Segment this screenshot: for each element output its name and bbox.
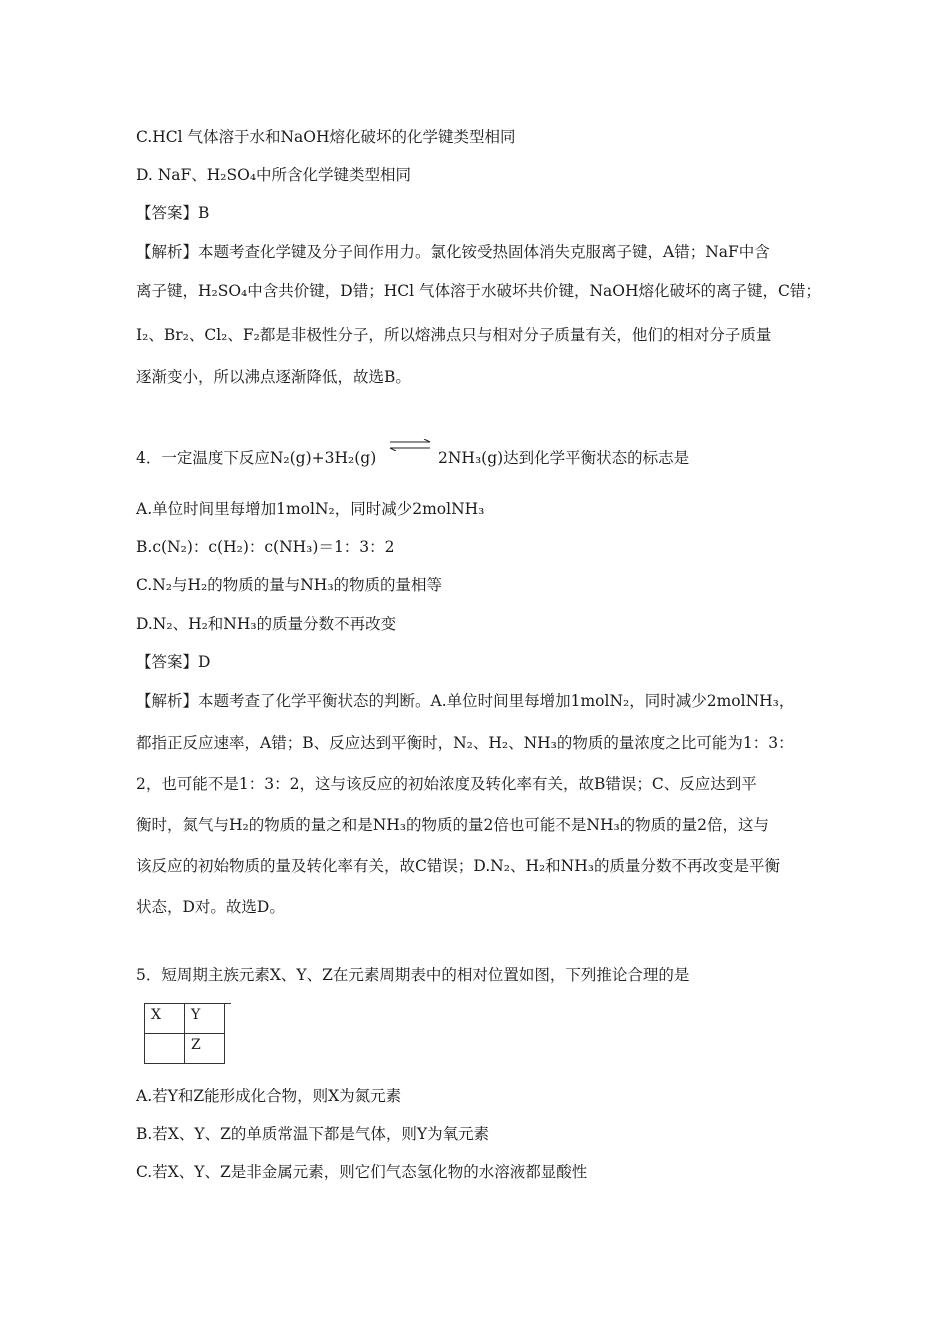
answer: 【答案】B	[136, 204, 210, 222]
option-c: C.HCl 气体溶于水和NaOH熔化破坏的化学键类型相同	[136, 128, 516, 146]
analysis-line: 【解析】本题考查了化学平衡状态的判断。A.单位时间里每增加1molN₂，同时减少2molNH₃，	[136, 692, 795, 710]
analysis-line: 状态，D对。故选D。	[136, 898, 285, 916]
analysis-line: 逐渐变小，所以沸点逐渐降低，故选B。	[136, 368, 411, 386]
periodic-position-table	[144, 1003, 231, 1064]
analysis-line: I₂、Br₂、Cl₂、F₂都是非极性分子，所以熔沸点只与相对分子质量有关，他们的相对分子质量	[136, 326, 772, 344]
option-c: C.N₂与H₂的物质的量与NH₃的物质的量相等	[136, 576, 443, 594]
option-d: D. NaF、H₂SO₄中所含化学键类型相同	[136, 166, 412, 184]
analysis-line: 【解析】本题考查化学键及分子间作用力。氯化铵受热固体消失克服离子键，A错；NaF中含	[136, 243, 770, 261]
table-cell-empty	[145, 1034, 185, 1064]
table-edge	[225, 1004, 231, 1034]
table-edge	[225, 1034, 231, 1064]
question-4-right: 2NH₃(g)达到化学平衡状态的标志是	[438, 449, 690, 467]
option-a: A.单位时间里每增加1molN₂，同时减少2molNH₃	[136, 500, 485, 518]
option-d: D.N₂、H₂和NH₃的质量分数不再改变	[136, 615, 397, 633]
equilibrium-arrow-icon	[388, 439, 432, 451]
analysis-line: 都指正反应速率，A错；B、反应达到平衡时，N₂、H₂、NH₃的物质的量浓度之比可能为1：3：	[136, 734, 794, 752]
analysis-line: 离子键，H₂SO₄中含共价键，D错；HCl 气体溶于水破坏共价键，NaOH熔化破坏的离子键，C错；	[136, 282, 821, 300]
answer: 【答案】D	[136, 653, 211, 671]
option-c: C.若X、Y、Z是非金属元素，则它们气态氢化物的水溶液都显酸性	[136, 1163, 588, 1181]
table-cell-z: Z	[185, 1034, 225, 1064]
table-cell-x: X	[145, 1004, 185, 1034]
analysis-line: 该反应的初始物质的量及转化率有关，故C错误；D.N₂、H₂和NH₃的质量分数不再改变是平衡	[136, 857, 780, 875]
analysis-line: 衡时，氮气与H₂的物质的量之和是NH₃的物质的量2倍也可能不是NH₃的物质的量2倍，这与	[136, 816, 770, 834]
question-5: 5．短周期主族元素X、Y、Z在元素周期表中的相对位置如图，下列推论合理的是	[136, 966, 690, 984]
analysis-line: 2，也可能不是1：3：2，这与该反应的初始浓度及转化率有关，故B错误；C、反应达到平	[136, 775, 757, 793]
option-a: A.若Y和Z能形成化合物，则X为氮元素	[136, 1087, 402, 1105]
option-b: B.若X、Y、Z的单质常温下都是气体，则Y为氧元素	[136, 1125, 490, 1143]
table-cell-y: Y	[185, 1004, 225, 1034]
question-4-left: 4．一定温度下反应N₂(g)+3H₂(g)	[136, 449, 377, 467]
option-b: B.c(N₂)：c(H₂)：c(NH₃)＝1：3：2	[136, 538, 395, 556]
